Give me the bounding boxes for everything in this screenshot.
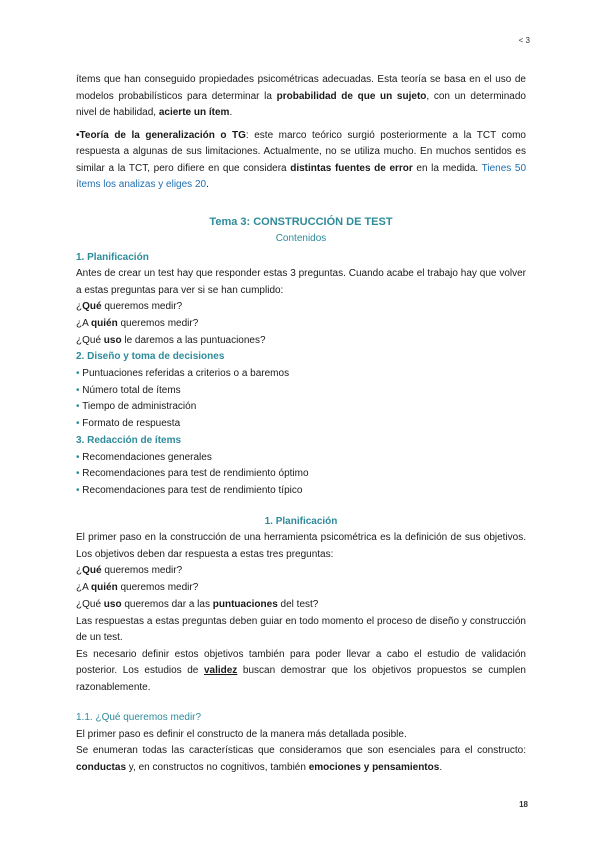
text-bold: uso [103, 334, 122, 346]
list-item [76, 483, 526, 500]
text-run: queremos medir? [101, 301, 183, 312]
planning-question-3 [76, 597, 526, 614]
text-run: ¿Qué [76, 599, 104, 611]
text-underlined: validez [203, 665, 238, 677]
contents-question-1 [76, 299, 526, 316]
tema-title: Tema 3: CONSTRUCCIÓN DE TEST [209, 215, 393, 228]
text-run: . [439, 761, 443, 773]
bullet: • [76, 401, 80, 413]
list-item-label: Número total de ítems [82, 384, 181, 396]
text-run: buscan demostrar que los objetivos propuestos se cumplen razonablemente. [76, 665, 526, 693]
text-bold: Qué [82, 565, 102, 577]
contents-heading-1: 1. Planificación [76, 251, 149, 263]
text-run: . [229, 107, 233, 118]
bullet: • [76, 451, 80, 463]
intro-paragraph [76, 72, 526, 122]
bullet: • [76, 485, 80, 497]
text-run: Se enumeran todas las características que consideramos que son esenciales para el constructo: [76, 745, 526, 757]
bullet: • [76, 418, 80, 430]
text-run: queremos medir? [101, 565, 183, 577]
text-bold: quién [91, 582, 118, 594]
contents-heading-2: 2. Diseño y toma de decisiones [76, 351, 225, 363]
list-item [76, 399, 526, 416]
text-bold: puntuaciones [212, 599, 278, 611]
text-bold: distintas fuentes de error [290, 162, 413, 174]
subsection-paragraph-1: El primer paso es definir el constructo de la manera más detallada posible. [76, 728, 407, 740]
text-run: . [206, 179, 209, 190]
tema-subtitle: Contenidos [275, 232, 327, 244]
contents-question-3 [76, 333, 526, 350]
list-item-label: Tiempo de administración [82, 401, 197, 413]
text-run: ¿A [76, 317, 92, 329]
planning-intro: El primer paso en la construcción de una herramienta psicométrica es la definición de sus objetivos. Los objetivos deben dar respuesta a estas tres preguntas: [76, 532, 526, 560]
text-run: ¿ [76, 301, 83, 312]
handwritten-note: Tienes 50 ítems los analizas y eliges 20 [76, 162, 527, 190]
contents-question-2 [76, 316, 526, 333]
bullet: • [76, 384, 80, 396]
contents-intro-text: Antes de crear un test hay que responder estas 3 preguntas. Cuando acabe el trabajo hay que volver a estas preguntas para ver si se han cumplido: [76, 268, 526, 296]
text-run: del test? [277, 599, 319, 611]
text-run: ¿Qué [76, 334, 104, 346]
text-bold: emociones y pensamientos [308, 761, 440, 773]
list-item [76, 383, 526, 400]
text-run: , con un determinado nivel de habilidad, [76, 90, 526, 118]
page-number: 18 [519, 800, 528, 809]
text-bold: quién [91, 317, 118, 329]
list-item [76, 450, 526, 467]
list-item-label: Recomendaciones para test de rendimiento óptimo [82, 468, 309, 480]
list-item [76, 466, 526, 483]
text-bold: conductas [76, 761, 127, 773]
text-run: Es necesario definir estos objetivos también para poder llevar a cabo el estudio de validación posterior. Los estudios de [76, 648, 526, 677]
contents-heading-3: 3. Redacción de ítems [76, 435, 182, 447]
planning-question-1 [76, 563, 526, 580]
text-run: en la medida. [412, 162, 482, 174]
list-item-label: Formato de respuesta [82, 418, 181, 430]
list-item-label: Puntuaciones referidas a criterios o a baremos [82, 367, 290, 379]
planning-question-2 [76, 580, 526, 597]
bullet: • [76, 367, 80, 379]
bullet: • [76, 468, 80, 480]
text-run: ítems que han conseguido propiedades psicométricas adecuadas. Esta teoría se basa en el uso de modelos probabilísticos para determinar la [76, 74, 526, 102]
list-item [76, 366, 526, 383]
planning-paragraph-3 [76, 647, 526, 697]
text-run: queremos medir? [117, 317, 199, 329]
subsection-heading-1-1: 1.1. ¿Qué queremos medir? [76, 712, 202, 724]
text-run: y, en constructos no cognitivos, también [126, 761, 309, 773]
planning-heading: 1. Planificación [264, 515, 338, 527]
text-bold: Teoría de la generalización o TG [79, 129, 246, 141]
text-run: queremos medir? [117, 582, 199, 594]
list-item [76, 416, 526, 433]
document-page [76, 72, 526, 776]
text-run: ¿A [76, 582, 92, 594]
list-item-label: Recomendaciones generales [82, 451, 212, 463]
text-bold: uso [103, 599, 122, 611]
planning-paragraph-2: Las respuestas a estas preguntas deben guiar en todo momento el proceso de diseño y construcción de un test. [76, 615, 526, 644]
tg-paragraph [76, 128, 526, 194]
list-item-label: Recomendaciones para test de rendimiento típico [82, 485, 303, 497]
text-bold: probabilidad de que un sujeto [276, 90, 427, 102]
text-run: le daremos a las puntuaciones? [121, 334, 266, 346]
subsection-paragraph-2 [76, 743, 526, 776]
text-run: ¿ [76, 565, 83, 577]
text-bold: Qué [82, 301, 102, 312]
text-run: : este marco teórico surgió posteriormente a la TCT como respuesta a algunas de sus limitaciones. Actualmente, no se utiliza mucho. En muchos sentidos es similar a la TCT, pero difiere en que considera [76, 129, 526, 174]
bullet: • [76, 129, 80, 141]
page-corner-mark: < 3 [518, 36, 530, 45]
text-bold: acierte un ítem [158, 107, 230, 118]
text-run: queremos dar a las [121, 599, 213, 611]
